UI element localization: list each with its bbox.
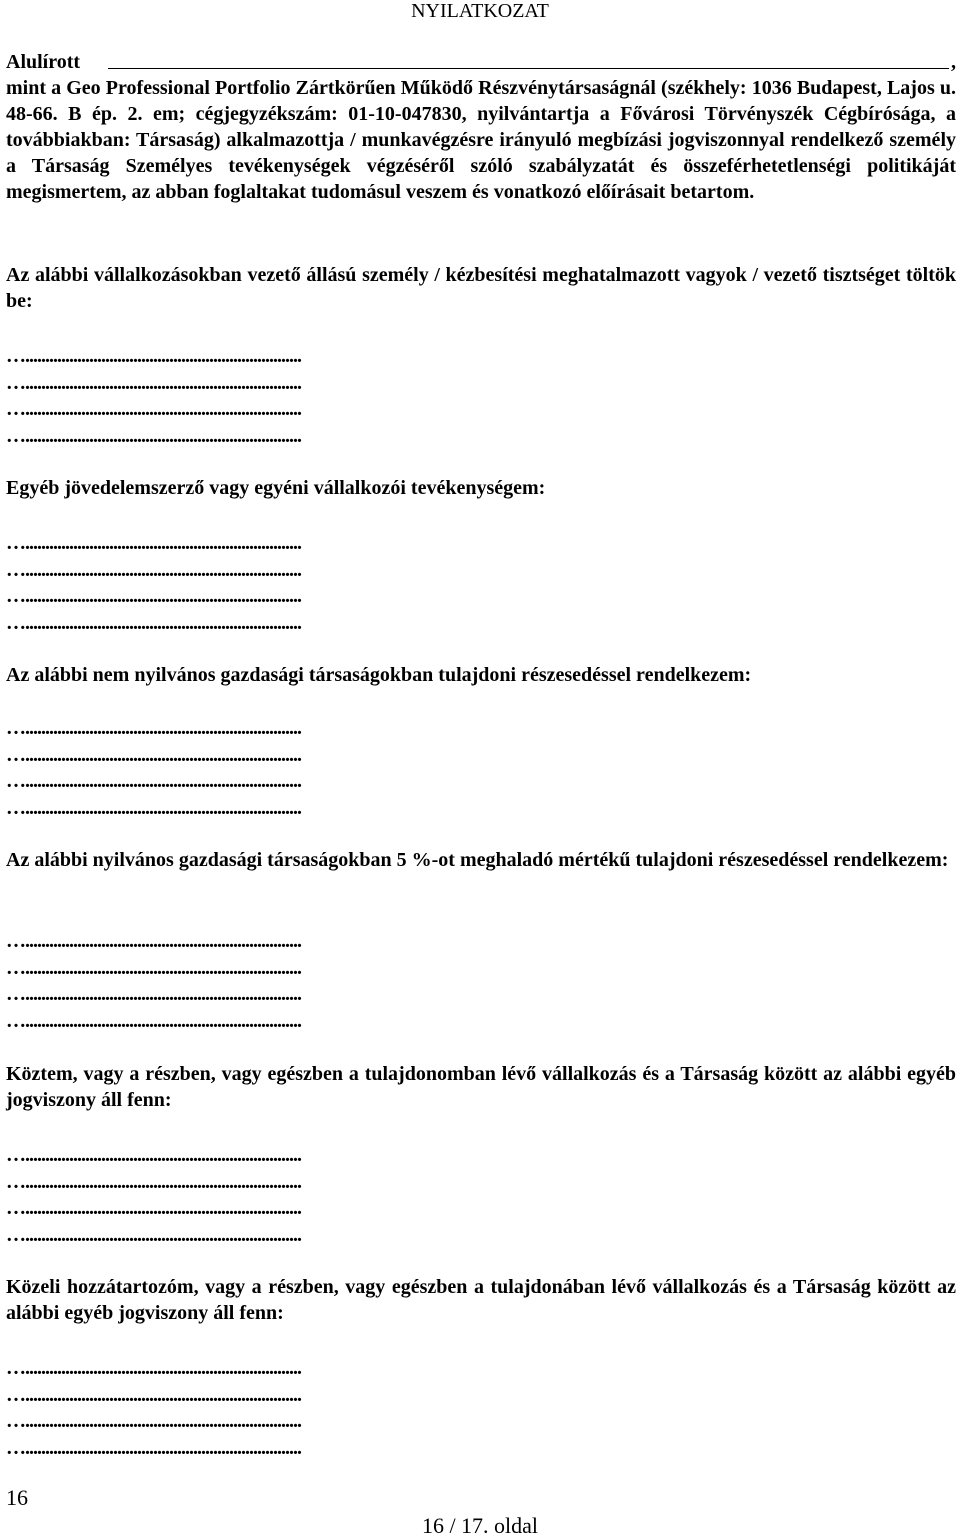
section-lines-other-income [6, 530, 486, 636]
section-heading-other-income: Egyéb jövedelemszerző vagy egyéni vállalkozói tevékenységem: [6, 477, 546, 499]
footer-page-label: 16 / 17. oldal [421, 1513, 539, 1538]
fill-line[interactable]: …..................................................................... [6, 1197, 301, 1219]
name-blank-comma: , [951, 51, 956, 73]
fill-line[interactable]: …..................................................................... [6, 611, 301, 634]
fill-line[interactable]: …..................................................................... [6, 532, 301, 554]
fill-line[interactable]: …..................................................................... [6, 585, 301, 607]
fill-line[interactable]: …..................................................................... [6, 1357, 301, 1379]
section-heading-public-holdings: Az alábbi nyilvános gazdasági társaságokban 5 %-ot meghaladó mértékű tulajdoni részesedéssel rendelkezem: [6, 849, 949, 871]
section-heading-relative-relationships: Közeli hozzátartozóm, vagy a részben, vagy egészben a tulajdonában lévő vállalkozás és a Társaság között az alábbi egyéb jogviszony áll fenn: [6, 1276, 956, 1324]
fill-line[interactable]: …..................................................................... [6, 983, 301, 1005]
fill-line[interactable]: …..................................................................... [6, 796, 301, 819]
declarant-label: Alulírott [6, 51, 81, 73]
fill-line[interactable]: …..................................................................... [6, 956, 301, 979]
fill-line[interactable]: …..................................................................... [6, 1009, 301, 1032]
section-heading-own-relationships: Köztem, vagy a részben, vagy egészben a tulajdonomban lévő vállalkozás és a Társaság között az alábbi egyéb jogviszony áll fenn: [6, 1063, 956, 1111]
section-heading-management-roles: Az alábbi vállalkozásokban vezető állású személy / kézbesítési meghatalmazott vagyok / vezető tisztséget töltök be: [6, 264, 956, 312]
fill-line[interactable]: …..................................................................... [6, 371, 301, 394]
fill-line[interactable]: …..................................................................... [6, 1410, 301, 1432]
fill-line[interactable]: …..................................................................... [6, 1170, 301, 1193]
declaration-statement [6, 49, 956, 205]
name-blank-field[interactable] [108, 52, 949, 69]
footer-page-number: 16 [6, 1485, 28, 1510]
section-lines-private-holdings [6, 715, 486, 821]
fill-line[interactable]: …..................................................................... [6, 930, 301, 952]
fill-line[interactable]: …..................................................................... [6, 345, 301, 367]
section-lines-public-holdings [6, 928, 486, 1034]
fill-line[interactable]: …..................................................................... [6, 717, 301, 739]
fill-line[interactable]: …..................................................................... [6, 1223, 301, 1246]
fill-line[interactable]: …..................................................................... [6, 743, 301, 766]
document-title: NYILATKOZAT [411, 0, 549, 22]
declaration-body: mint a Geo Professional Portfolio Zártkörűen Működő Részvénytársaságnál (székhely: 1036 Budapest, Lajos u. 48-66. B ép. 2. em; cégjegyzékszám: 01-10-047830, nyilvántartja a Fővárosi Törvényszék Cégbírósága, a továbbiakban: Társaság) alkalmazottja / munkavégzésre irányuló megbízási jogviszonnyal rendelkező személy a Társaság Személyes tevékenységek végzéséről szóló szabályzatát és összeférhetetlenségi politikáját megismertem, az abban foglaltakat tudomásul veszem és vonatkozó előírásait betartom. [6, 77, 956, 203]
fill-line[interactable]: …..................................................................... [6, 558, 301, 581]
section-heading-private-holdings: Az alábbi nem nyilvános gazdasági társaságokban tulajdoni részesedéssel rendelkezem: [6, 664, 752, 686]
fill-line[interactable]: …..................................................................... [6, 1383, 301, 1406]
fill-line[interactable]: …..................................................................... [6, 1436, 301, 1459]
fill-line[interactable]: …..................................................................... [6, 770, 301, 792]
fill-line[interactable]: …..................................................................... [6, 398, 301, 420]
section-lines-management-roles [6, 343, 486, 449]
fill-line[interactable]: …..................................................................... [6, 424, 301, 447]
name-line [6, 49, 956, 75]
section-lines-own-relationships [6, 1142, 486, 1248]
fill-line[interactable]: …..................................................................... [6, 1144, 301, 1166]
section-lines-relative-relationships [6, 1355, 486, 1461]
